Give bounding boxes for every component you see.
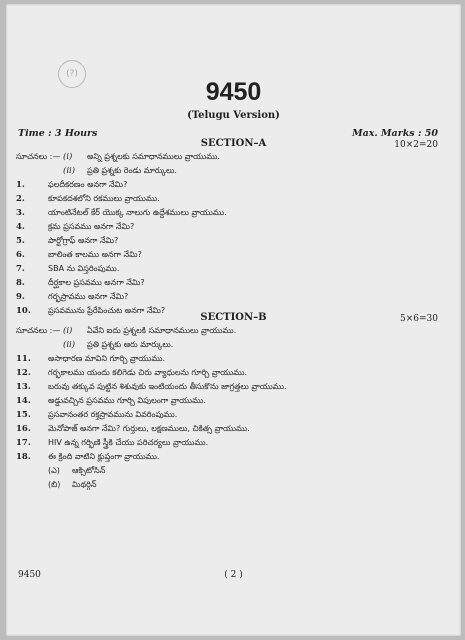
footer-paper-code: 9450 [18,570,41,580]
version-label: (Telugu Version) [187,110,280,121]
question-text: ఈ క్రింది వాటిని క్లుప్తంగా వ్రాయుము. [48,452,160,461]
instruction-text: ప్రతి ప్రశ్నకు ఆరు మార్కులు. [87,340,174,349]
exam-page [6,4,461,636]
question-text: SBA ను విస్తరింపుము. [48,264,120,273]
question-text: అసాధారణ మావిని గూర్చి వ్రాయుము. [48,354,166,363]
question-10: 10. ప్రసవమును ప్రేరేపించుట అనగా నేమి? [16,306,166,316]
section-a-marks: 10×2=20 [394,140,438,150]
section-b-instruction-1 [16,324,443,338]
question-14: 14. అడ్డువచ్చిన ప్రసవము గూర్చి విపులంగా వ్రాయుము. [16,396,206,406]
question-11: 11. అసాధారణ మావిని గూర్చి వ్రాయుము. [16,354,166,364]
question-13: 13. బరువు తక్కువ పుట్టిన శిశువుకు ఇంటియందు తీసుకొను జాగ్రత్తలు వ్రాయుము. [16,382,287,392]
question-text: కూపకదశలోని రకములు వ్రాయుము. [48,194,160,203]
instruction-number: (ii) [63,340,76,350]
section-b-title: SECTION–B [200,312,267,323]
section-a-instruction-1 [16,150,443,164]
section-a-title: SECTION–A [200,138,267,149]
section-b-instruction-2 [16,338,443,352]
instruction-label: సూచనలు :— [16,326,61,335]
question-text: అడ్డువచ్చిన ప్రసవము గూర్చి విపులంగా వ్రాయుము. [48,396,206,405]
question-text: ప్రసవానంతర రక్తస్రావమును వివరింపుము. [48,410,178,419]
question-text: మెనోపాజ్ అనగా నేమి? గుర్తులు, లక్షణములు, చికిత్స వ్రాయుము. [48,424,250,433]
time-label: Time : 3 Hours [18,128,98,139]
sub-item-b [16,478,443,492]
question-text: పార్టోగ్రాఫ్ అనగా నేమి? [48,236,119,245]
question-9: 9. గర్భస్రావము అనగా నేమి? [16,292,129,302]
sub-item-label: (ఎ) [48,466,60,475]
instruction-number: (i) [63,152,73,162]
question-text: ప్రసవమును ప్రేరేపించుట అనగా నేమి? [48,306,166,315]
question-1: 1. ఫలదీకరణం అనగా నేమి? [16,180,128,190]
question-text: గర్భస్రావము అనగా నేమి? [48,292,129,301]
instruction-text: అన్ని ప్రశ్నలకు సమాధానములు వ్రాయుము. [87,152,220,161]
sub-item-a [16,464,443,478]
circular-stamp: (?) [58,60,86,88]
instruction-text: ప్రతి ప్రశ్నకు రెండు మార్కులు. [87,166,177,175]
question-text: దీర్ఘకాల ప్రసవము అనగా నేమి? [48,278,145,287]
question-6: 6. బాలింత కాలము అనగా నేమి? [16,250,142,260]
instruction-label: సూచనలు :— [16,152,61,161]
question-3: 3. యాంటినేటల్ కేర్ యొక్క నాలుగు ఉద్దేశములు వ్రాయుము. [16,208,227,218]
question-text: HIV ఉన్న గర్భిణి స్త్రీకి చేయు పరిచర్యలు వ్రాయుము. [48,438,209,447]
question-18: 18. ఈ క్రింది వాటిని క్లుప్తంగా వ్రాయుము. [16,452,160,462]
question-7: 7. SBA ను విస్తరింపుము. [16,264,120,274]
question-5: 5. పార్టోగ్రాఫ్ అనగా నేమి? [16,236,119,246]
question-text: బాలింత కాలము అనగా నేమి? [48,250,142,259]
instruction-text: ఏవేని ఐదు ప్రశ్నలకి సమాధానములు వ్రాయుము. [87,326,237,335]
question-text: యాంటినేటల్ కేర్ యొక్క నాలుగు ఉద్దేశములు వ్రాయుము. [48,208,227,217]
question-text: క్రమ ప్రసవము అనగా నేమి? [48,222,135,231]
page-number: ( 2 ) [224,570,243,580]
question-12: 12. గర్భకాలము యందు కలిగెడు చిరు వ్యాధులను గూర్చి వ్రాయుము. [16,368,248,378]
section-a-instruction-2 [16,164,443,178]
section-b-marks: 5×6=30 [400,314,438,324]
question-4: 4. క్రమ ప్రసవము అనగా నేమి? [16,222,135,232]
question-15: 15. ప్రసవానంతర రక్తస్రావమును వివరింపుము. [16,410,178,420]
sub-item-label: (బి) [48,480,61,489]
sub-item-text: ఆక్సిటోసిన్ [72,466,106,475]
question-text: ఫలదీకరణం అనగా నేమి? [48,180,128,189]
sub-item-text: మిథర్గిన్ [72,480,97,489]
instruction-number: (i) [63,326,73,336]
question-16: 16. మెనోపాజ్ అనగా నేమి? గుర్తులు, లక్షణములు, చికిత్స వ్రాయుము. [16,424,250,434]
instruction-number: (ii) [63,166,76,176]
question-17: 17. HIV ఉన్న గర్భిణి స్త్రీకి చేయు పరిచర్యలు వ్రాయుము. [16,438,209,448]
question-8: 8. దీర్ఘకాల ప్రసవము అనగా నేమి? [16,278,145,288]
question-2: 2. కూపకదశలోని రకములు వ్రాయుము. [16,194,160,204]
question-text: బరువు తక్కువ పుట్టిన శిశువుకు ఇంటియందు తీసుకొను జాగ్రత్తలు వ్రాయుము. [48,382,287,391]
paper-code: 9450 [205,78,262,106]
question-text: గర్భకాలము యందు కలిగెడు చిరు వ్యాధులను గూర్చి వ్రాయుము. [48,368,248,377]
max-marks-label: Max. Marks : 50 [352,128,438,139]
